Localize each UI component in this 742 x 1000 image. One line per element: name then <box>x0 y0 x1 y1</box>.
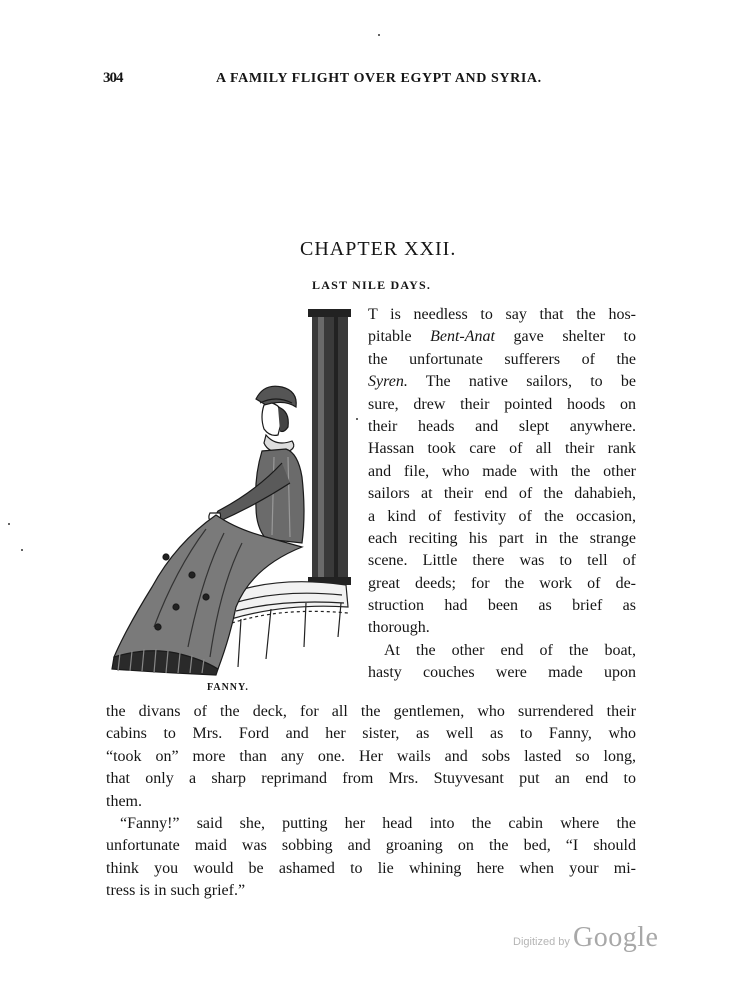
text-line: Hassan took care of all their rank <box>368 440 636 458</box>
text-line: hasty couches were made upon <box>368 664 636 682</box>
text-line: T is needless to say that the hos- <box>368 306 636 323</box>
digitized-watermark <box>513 922 663 956</box>
text-line: them. <box>106 792 142 810</box>
text-line: tress is in such grief.” <box>106 882 246 900</box>
text-line: great deeds; for the work of de- <box>368 574 636 592</box>
running-head <box>103 70 542 92</box>
watermark-prefix: Digitized by <box>513 936 570 948</box>
page-speck <box>356 418 358 420</box>
text-line: scene. Little there was to tell of <box>368 552 636 570</box>
illustration-caption: FANNY. <box>207 682 249 693</box>
text-line: At the other end of the boat, <box>384 641 636 659</box>
text-line: the unfortunate sufferers of the <box>368 350 636 368</box>
chapter-subtitle: LAST NILE DAYS. <box>312 278 432 292</box>
chapter-title: CHAPTER XXII. <box>300 238 457 260</box>
full-width-paragraphs <box>106 701 636 903</box>
text-line: cabins to Mrs. Ford and her sister, as well as to Fanny, who <box>106 725 636 743</box>
text-line: that only a sharp reprimand from Mrs. Stuyvesant put an end to <box>106 770 636 788</box>
text-line: a kind of festivity of the occasion, <box>368 507 636 525</box>
running-title: A FAMILY FLIGHT OVER EGYPT AND SYRIA. <box>216 71 542 86</box>
text-line: and file, who made with the other <box>368 462 636 480</box>
seated-woman <box>112 386 304 675</box>
text-line: sure, drew their pointed hoods on <box>368 395 636 413</box>
text-line: thorough. <box>368 619 430 637</box>
drop-cap-pillar <box>308 309 351 585</box>
page-speck <box>21 549 23 551</box>
text-line: sailors at their end of the dahabieh, <box>368 485 636 503</box>
text-line: the divans of the deck, for all the gentlemen, who surrendered their <box>106 703 636 720</box>
text-line: unfortunate maid was sobbing and groaning on the bed, “I should <box>106 837 636 855</box>
text-line: “took on” more than any one. Her wails and sobs lasted so long, <box>106 747 636 765</box>
text-line: think you would be ashamed to lie whining here when your mi- <box>106 859 636 877</box>
page-speck <box>378 34 380 36</box>
bench <box>226 582 348 667</box>
page-number: 304 <box>103 70 123 86</box>
google-logo: Google <box>573 922 659 953</box>
text-line: pitable Bent-Anat gave shelter to <box>368 328 636 346</box>
text-line: “Fanny!” said she, putting her head into the cabin where the <box>120 814 636 832</box>
page-speck <box>8 523 10 525</box>
wrapped-paragraph <box>368 304 636 685</box>
text-line: Syren. The native sailors, to be <box>368 373 636 391</box>
text-line: struction had been as brief as <box>368 597 636 615</box>
text-line: their heads and slept anywhere. <box>368 417 636 435</box>
text-line: each reciting his part in the strange <box>368 529 636 547</box>
fanny-illustration <box>106 307 351 677</box>
